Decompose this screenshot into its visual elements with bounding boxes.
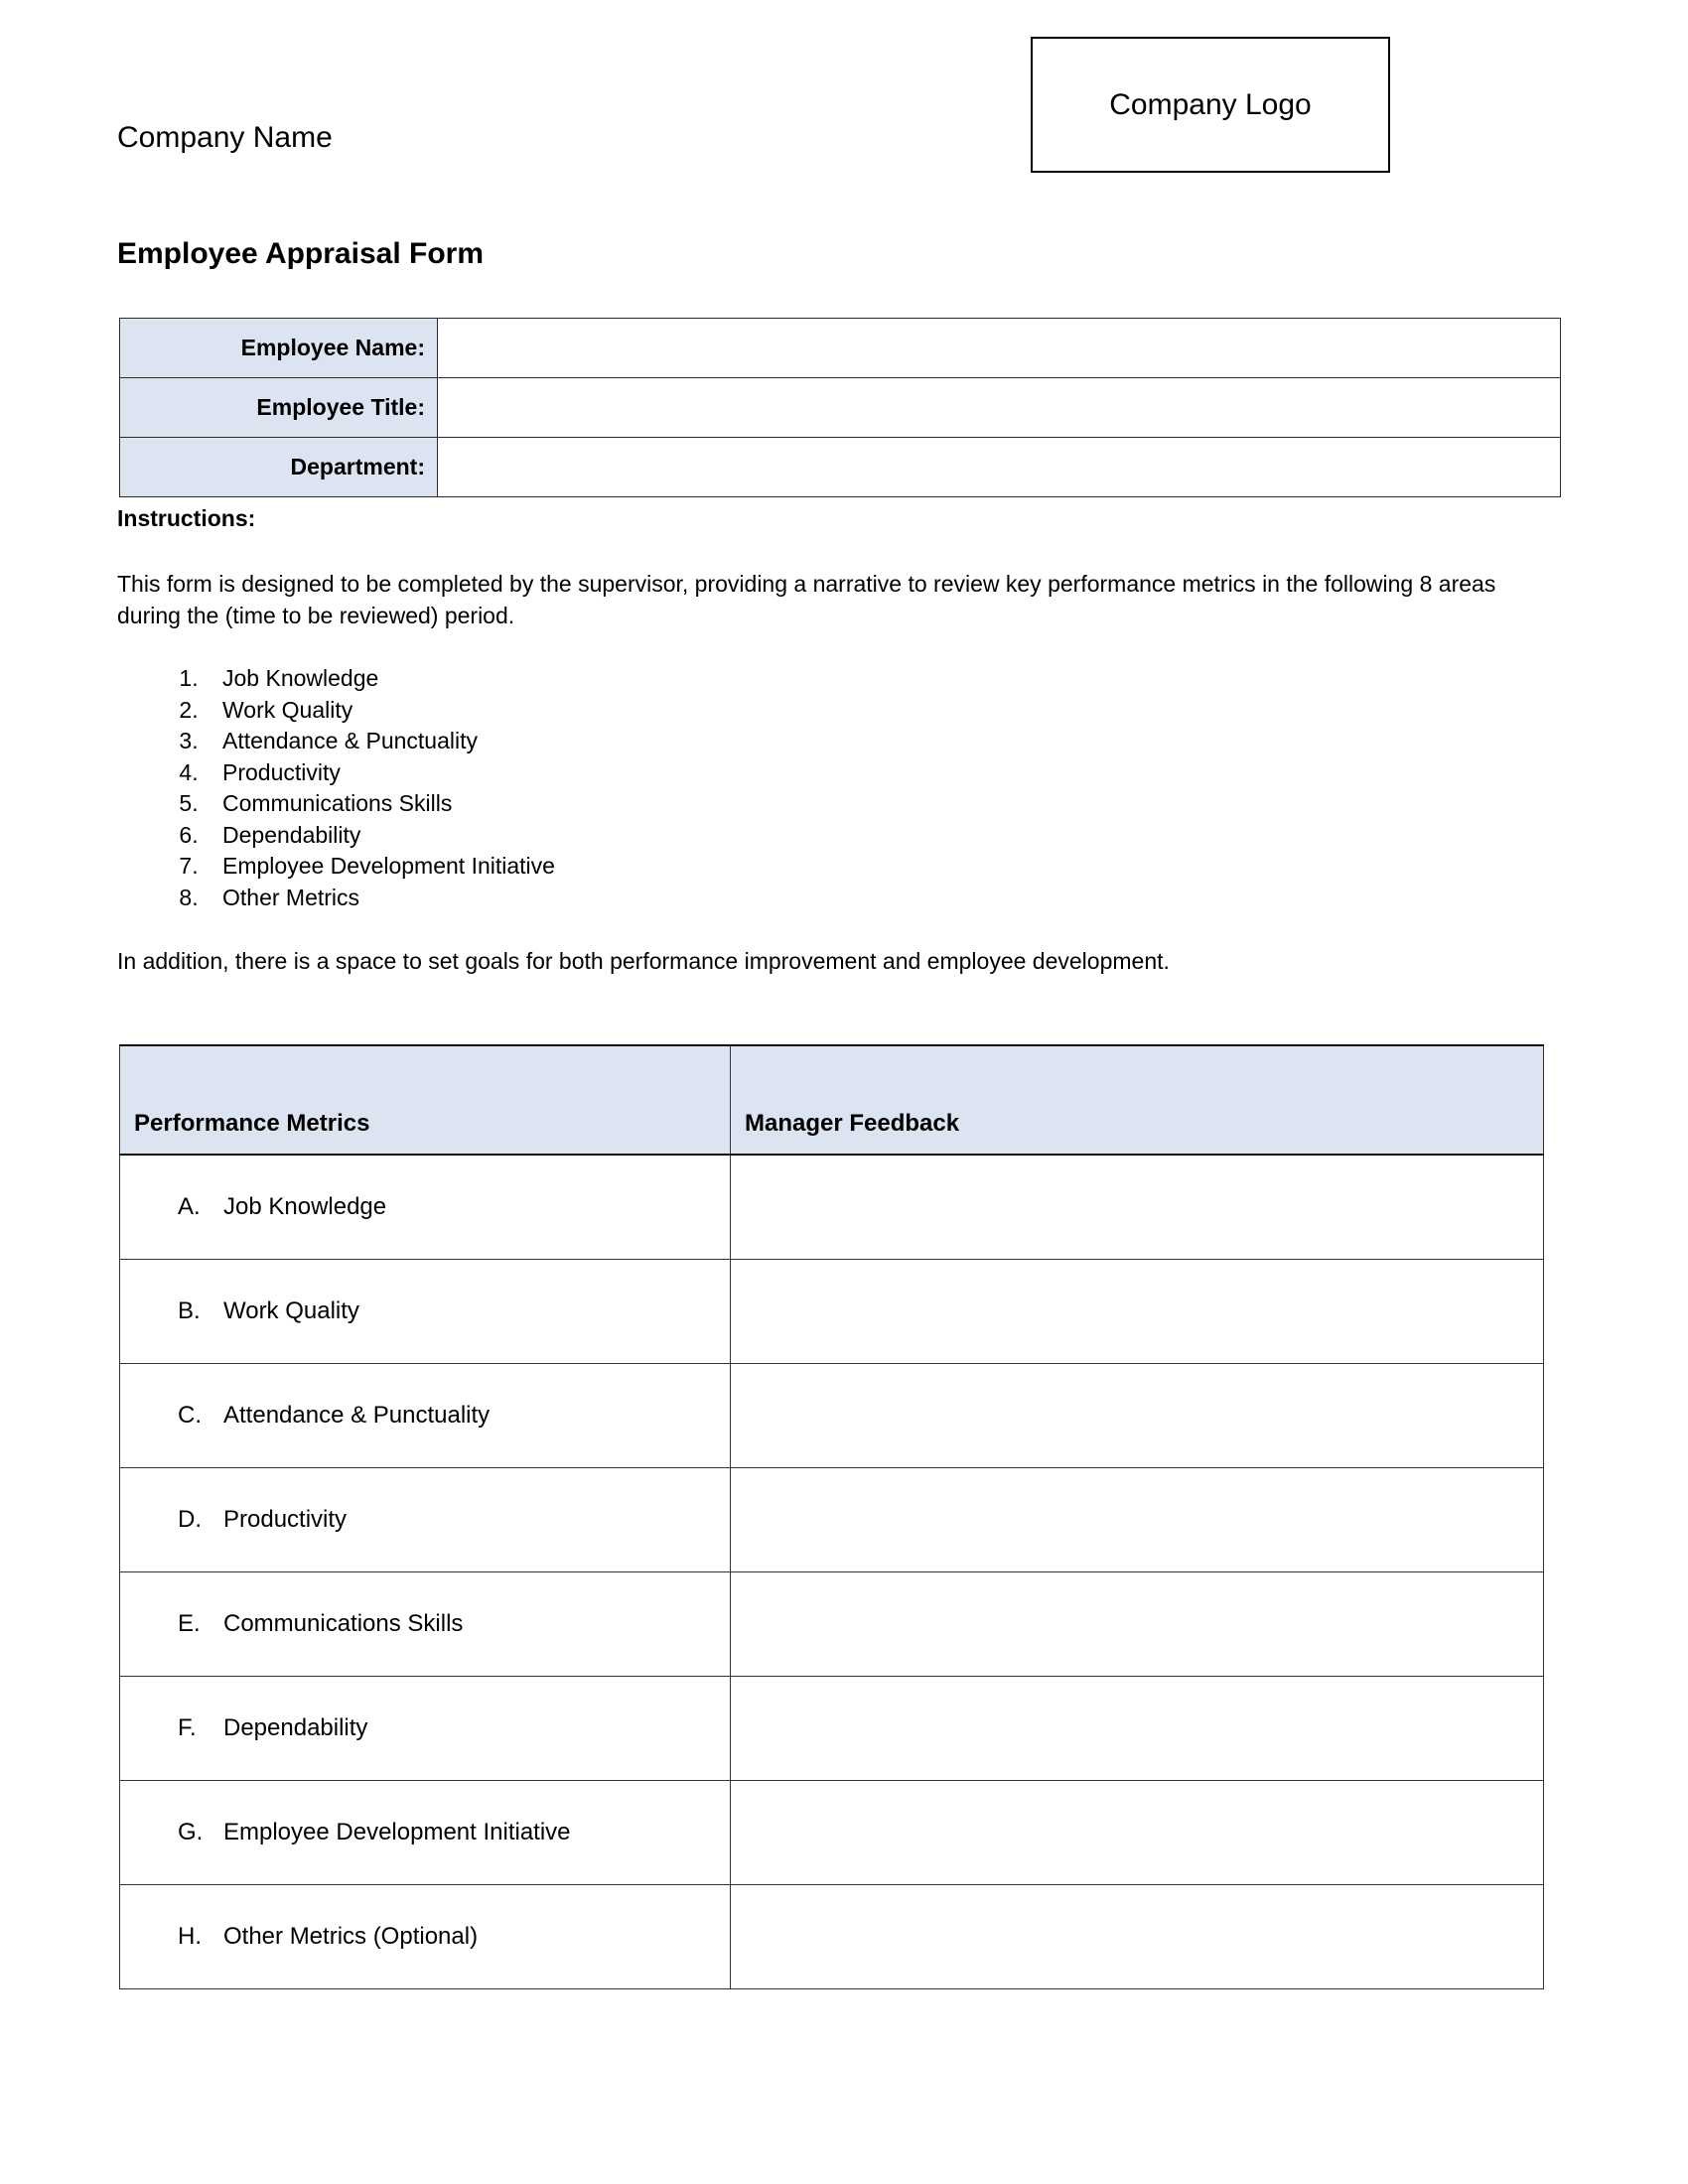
instructions-paragraph: This form is designed to be completed by the supervisor, providing a narrative to review key performance metrics in the following 8 areas during the (time to be reviewed) period.	[117, 571, 1496, 628]
feedback-field-b[interactable]	[731, 1259, 1544, 1363]
metric-label-e	[120, 1571, 731, 1676]
metric-letter: F.	[178, 1713, 197, 1741]
metric-label-c	[120, 1363, 731, 1467]
employee-name-label: Employee Name:	[120, 319, 438, 378]
feedback-field-d[interactable]	[731, 1467, 1544, 1571]
employee-name-field[interactable]	[438, 319, 1561, 378]
metric-text: Attendance & Punctuality	[223, 1401, 491, 1429]
list-item: 2. Work Quality	[205, 695, 555, 727]
metric-letter: E.	[178, 1609, 201, 1637]
metric-text: Job Knowledge	[223, 1192, 387, 1220]
feedback-field-c[interactable]	[731, 1363, 1544, 1467]
company-name: Company Name	[117, 121, 333, 154]
table-row	[120, 1571, 1544, 1676]
company-logo-placeholder-box	[1031, 37, 1390, 173]
column-header-performance-metrics: Performance Metrics	[120, 1045, 731, 1155]
list-item: 1. Job Knowledge	[205, 663, 555, 695]
department-field[interactable]	[438, 438, 1561, 497]
feedback-field-h[interactable]	[731, 1884, 1544, 1988]
metric-label-a	[120, 1155, 731, 1259]
metric-letter: A.	[178, 1192, 201, 1220]
department-label: Department:	[120, 438, 438, 497]
list-item: 4. Productivity	[205, 757, 555, 789]
table-row	[120, 1884, 1544, 1988]
metric-letter: B.	[178, 1297, 201, 1324]
metric-letter: D.	[178, 1505, 202, 1533]
table-row	[120, 1467, 1544, 1571]
metric-label-g	[120, 1780, 731, 1884]
list-item: 3. Attendance & Punctuality	[205, 726, 555, 757]
page-title: Employee Appraisal Form	[117, 237, 484, 270]
instructions-areas-list	[117, 663, 555, 913]
performance-metrics-table	[119, 1044, 1544, 1989]
column-header-manager-feedback: Manager Feedback	[731, 1045, 1544, 1155]
employee-title-label: Employee Title:	[120, 378, 438, 438]
feedback-field-f[interactable]	[731, 1676, 1544, 1780]
metric-text: Communications Skills	[223, 1609, 464, 1637]
list-item: 5. Communications Skills	[205, 788, 555, 820]
company-logo-label: Company Logo	[1109, 87, 1312, 121]
list-item: 6. Dependability	[205, 820, 555, 852]
metric-text: Employee Development Initiative	[223, 1818, 571, 1845]
table-row	[120, 1363, 1544, 1467]
table-header-row	[120, 1045, 1544, 1155]
table-row	[120, 1780, 1544, 1884]
metric-text: Work Quality	[223, 1297, 359, 1324]
table-row	[120, 1676, 1544, 1780]
metric-label-f	[120, 1676, 731, 1780]
metric-text: Dependability	[223, 1713, 368, 1741]
instructions-closing-paragraph: In addition, there is a space to set goals for both performance improvement and employee development.	[117, 948, 1170, 974]
document-header	[0, 0, 1688, 199]
employee-info-table	[119, 318, 1561, 497]
instructions-heading: Instructions:	[117, 505, 256, 531]
table-row	[120, 1155, 1544, 1259]
employee-title-field[interactable]	[438, 378, 1561, 438]
metric-letter: G.	[178, 1818, 204, 1845]
feedback-field-e[interactable]	[731, 1571, 1544, 1676]
metric-label-b	[120, 1259, 731, 1363]
table-row	[120, 319, 1561, 378]
metric-label-h	[120, 1884, 731, 1988]
metric-letter: H.	[178, 1922, 202, 1950]
table-row	[120, 1259, 1544, 1363]
feedback-field-g[interactable]	[731, 1780, 1544, 1884]
metric-text: Other Metrics (Optional)	[223, 1922, 479, 1950]
metric-text: Productivity	[223, 1505, 348, 1533]
feedback-field-a[interactable]	[731, 1155, 1544, 1259]
table-row	[120, 438, 1561, 497]
list-item: 8. Other Metrics	[205, 883, 555, 914]
list-item: 7. Employee Development Initiative	[205, 851, 555, 883]
metric-label-d	[120, 1467, 731, 1571]
metric-letter: C.	[178, 1401, 202, 1429]
table-row	[120, 378, 1561, 438]
